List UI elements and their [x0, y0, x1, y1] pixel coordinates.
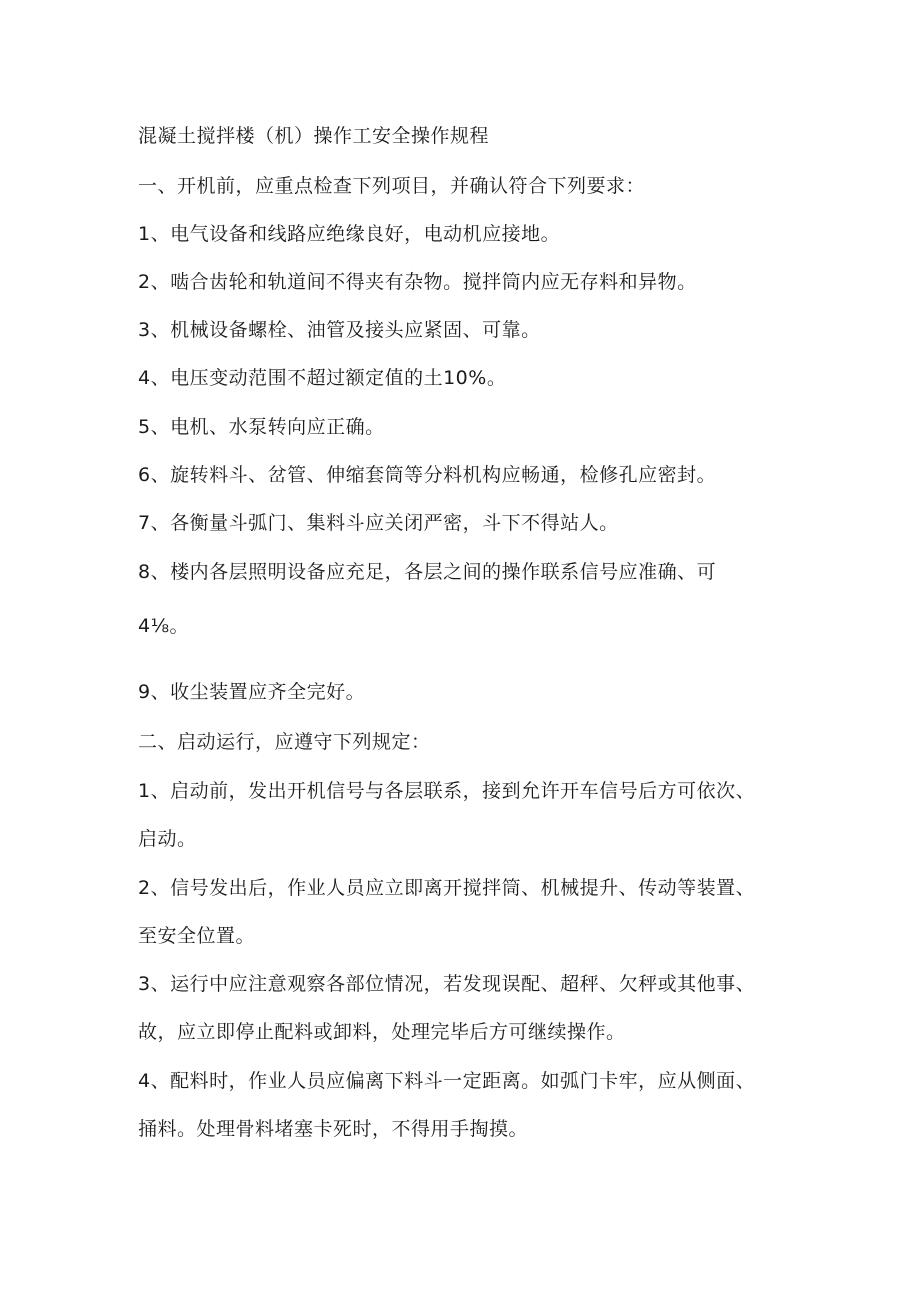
- section-1-item: 7、各衡量斗弧门、集料斗应关闭严密，斗下不得站人。: [138, 512, 619, 534]
- section-1-item-continuation: 4⅛。: [138, 615, 190, 637]
- section-1-item: 5、电机、水泵转向应正确。: [138, 416, 385, 438]
- section-2-item: 2、信号发出后，作业人员应立即离开搅拌筒、机械提升、传动等装置、: [138, 877, 756, 899]
- section-2-item-continuation: 故，应立即停止配料或卸料，处理完毕后方可继续操作。: [138, 1021, 626, 1043]
- section-1-item: 6、旋转料斗、岔管、伸缩套筒等分料机构应畅通，检修孔应密封。: [138, 464, 717, 486]
- section-1-item: 3、机械设备螺栓、油管及接头应紧固、可靠。: [138, 319, 541, 341]
- section-1-item: 9、收尘装置应齐全完好。: [138, 681, 366, 703]
- section-1-item: 8、楼内各层照明设备应充足，各层之间的操作联系信号应准确、可: [138, 561, 717, 583]
- section-1-item: 1、电气设备和线路应绝缘良好，电动机应接地。: [138, 223, 561, 245]
- section-2-item: 3、运行中应注意观察各部位情况，若发现误配、超秤、欠秤或其他事、: [138, 973, 756, 995]
- section-2-item-continuation: 捅料。处理骨料堵塞卡死时，不得用手掏摸。: [138, 1118, 529, 1140]
- document-title: 混凝土搅拌楼（机）操作工安全操作规程: [138, 125, 490, 147]
- section-1-item: 4、电压变动范围不超过额定值的土10%。: [138, 367, 507, 389]
- section-2-item-continuation: 至安全位置。: [138, 925, 256, 947]
- section-2-heading: 二、启动运行，应遵守下列规定：: [138, 731, 431, 753]
- section-1-heading: 一、开机前，应重点检查下列项目，并确认符合下列要求：: [138, 175, 646, 197]
- section-2-item: 1、启动前，发出开机信号与各层联系，接到允许开车信号后方可依次、: [138, 780, 756, 802]
- section-2-item-continuation: 启动。: [138, 828, 197, 850]
- section-1-item: 2、啮合齿轮和轨道间不得夹有杂物。搅拌筒内应无存料和异物。: [138, 271, 697, 293]
- section-2-item: 4、配料时，作业人员应偏离下料斗一定距离。如弧门卡牢，应从侧面、: [138, 1070, 756, 1092]
